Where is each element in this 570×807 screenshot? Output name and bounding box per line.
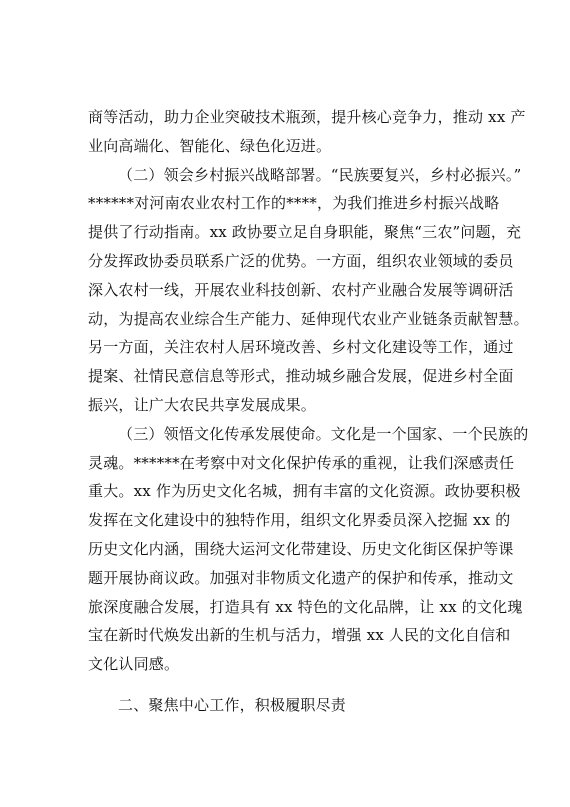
paragraph-line: 振兴，让广大农民共享发展成果。 [88, 395, 317, 414]
paragraph-line: 深入农村一线，开展农业科技创新、农村产业融合发展等调研活 [88, 280, 514, 299]
document-body [88, 103, 529, 720]
paragraph-line: 灵魂。******在考察中对文化保护传承的重视，让我们深感责任 [88, 453, 515, 472]
heading-spacer [88, 679, 500, 691]
section-heading: 二、聚焦中心工作，积极履职尽责 [118, 695, 347, 714]
section-paragraph-start: （二）领会乡村振兴战略部署。“民族要复兴，乡村必振兴。” [118, 165, 522, 184]
paragraph-line: 文化认同感。 [88, 655, 180, 674]
paragraph-line: 历史文化内涵，围绕大运河文化带建设、历史文化街区保护等课 [88, 539, 514, 558]
paragraph-line: 宝在新时代焕发出新的生机与活力，增强 xx 人民的文化自信和 [88, 626, 511, 645]
paragraph-line: 动，为提高农业综合生产能力、延伸现代农业产业链条贡献智慧。 [88, 309, 529, 328]
paragraph-line: 提案、社情民意信息等形式，推动城乡融合发展，促进乡村全面 [88, 367, 514, 386]
paragraph-line: 商等活动，助力企业突破技术瓶颈，提升核心竞争力，推动 xx 产 [88, 108, 526, 126]
paragraph-line: 另一方面，关注农村人居环境改善、乡村文化建设等工作，通过 [88, 338, 514, 357]
paragraph-line: 业向高端化、智能化、绿色化迈进。 [88, 136, 332, 155]
paragraph-line: 题开展协商议政。加强对非物质文化遗产的保护和传承，推动文 [88, 568, 514, 587]
paragraph-line: 重大。xx 作为历史文化名城，拥有丰富的文化资源。政协要积极 [88, 482, 521, 501]
paragraph-line: 分发挥政协委员联系广泛的优势。一方面，组织农业领域的委员 [88, 251, 514, 270]
section-paragraph-start: （三）领悟文化传承发展使命。文化是一个国家、一个民族的 [118, 424, 529, 443]
paragraph-line: 提供了行动指南。xx 政协要立足自身职能，聚焦“三农”问题，充 [88, 223, 522, 242]
paragraph-line: 发挥在文化建设中的独特作用，组织文化界委员深入挖掘 xx 的 [88, 511, 511, 530]
paragraph-line: ******对河南农业农村工作的****，为我们推进乡村振兴战略 [88, 194, 500, 213]
paragraph-line: 旅深度融合发展，打造具有 xx 特色的文化品牌，让 xx 的文化瑰 [88, 597, 523, 616]
